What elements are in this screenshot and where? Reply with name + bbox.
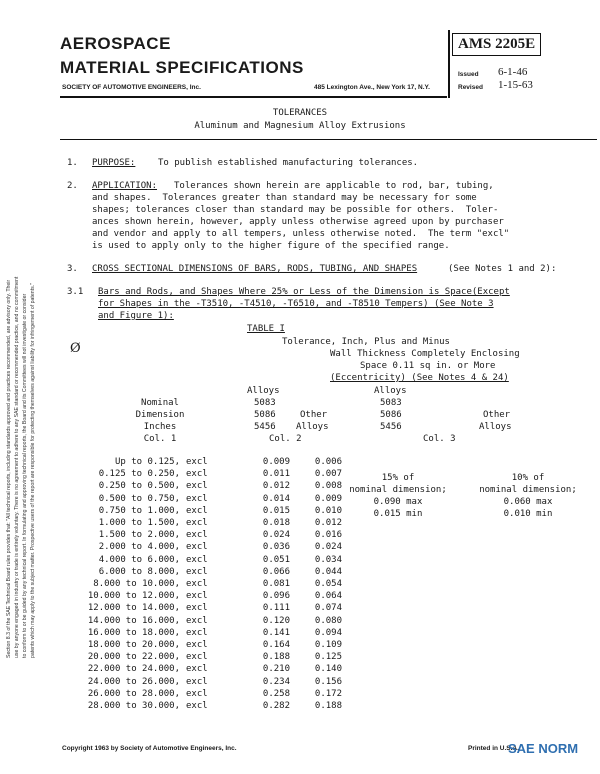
- row-col2-alloys: 0.258: [262, 688, 290, 699]
- s31-line: Bars and Rods, and Shapes Where 25% or Less of the Dimension is Space(Except: [98, 287, 510, 297]
- col2-label: Col. 2: [269, 434, 302, 444]
- row-col2-alloys: 0.111: [262, 603, 290, 614]
- row-excl: excl: [186, 640, 208, 650]
- row-col2-alloys: 0.164: [262, 640, 290, 650]
- row-range: 14.000 to 16.000,: [87, 615, 180, 626]
- row-col2-alloys: 0.009: [262, 457, 290, 467]
- col3-alloys-value: nominal dimension;: [349, 485, 447, 495]
- s1-number: 1.: [67, 158, 78, 168]
- row-excl: excl: [186, 652, 208, 663]
- row-col2-other: 0.010: [314, 505, 342, 516]
- table-row: [0, 701, 600, 713]
- row-excl: excl: [186, 676, 208, 687]
- head-wall-3: (Eccentricity) (See Notes 4 & 24): [330, 373, 509, 383]
- row-excl: excl: [186, 566, 208, 577]
- header-divider: [60, 96, 447, 98]
- col2-alloy-5086: 5086: [254, 410, 276, 420]
- s1-label: PURPOSE:: [92, 158, 136, 168]
- row-col2-alloys: 0.011: [262, 469, 290, 480]
- s31-line: and Figure 1):: [98, 311, 174, 321]
- table-row: [0, 530, 600, 542]
- s2-line: shapes; tolerances closer than standard may be possible for others. Toler-: [92, 205, 499, 215]
- row-excl: excl: [186, 615, 208, 626]
- header-title-material-specs: MATERIAL SPECIFICATIONS: [60, 58, 304, 77]
- row-excl: excl: [186, 579, 208, 589]
- doc-subheading: Aluminum and Magnesium Alloy Extrusions: [194, 121, 406, 131]
- s2-line: and vendor and apply to all tempers, unless otherwise noted. The term "excl": [92, 229, 510, 239]
- col3-other: Other: [483, 410, 511, 420]
- head-wall-1: Wall Thickness Completely Enclosing: [330, 349, 520, 359]
- row-col2-other: 0.007: [314, 469, 342, 480]
- col2-alloy-5083: 5083: [254, 398, 276, 408]
- col3-other-value: nominal dimension;: [479, 485, 577, 495]
- table-row: [0, 616, 600, 628]
- col3-alloys-value: 0.090 max: [373, 497, 423, 507]
- ams-number-box: AMS 2205E: [452, 33, 541, 56]
- row-excl: excl: [186, 481, 208, 492]
- table-row: [0, 518, 600, 530]
- col3-alloy-5456: 5456: [380, 422, 402, 432]
- row-range: 2.000 to 4.000,: [98, 542, 180, 553]
- row-col2-alloys: 0.066: [262, 566, 290, 577]
- s2-line: and shapes. Tolerances greater than standard may be necessary for some: [92, 193, 477, 203]
- table-row: [0, 677, 600, 689]
- row-col2-alloys: 0.024: [262, 530, 290, 541]
- table-row: [0, 542, 600, 554]
- row-excl: excl: [186, 493, 208, 504]
- s31-number: 3.1: [67, 287, 84, 297]
- table-row: [0, 689, 600, 701]
- row-excl: excl: [186, 603, 208, 614]
- s2-line: is used to apply only to the higher figure of the specified range.: [92, 241, 450, 251]
- row-col2-alloys: 0.210: [262, 664, 290, 675]
- row-col2-alloys: 0.188: [262, 652, 290, 663]
- table-row: [0, 567, 600, 579]
- doc-heading: TOLERANCES: [272, 108, 328, 118]
- col3-alloys-value: 15% of: [381, 473, 415, 483]
- col1-heading-line: Inches: [143, 422, 177, 432]
- table-row: [0, 664, 600, 676]
- row-col2-other: 0.188: [314, 701, 342, 711]
- phi-mark: Ø: [70, 341, 81, 356]
- col3-alloy-5083: 5083: [380, 398, 402, 408]
- s31-line: for Shapes in the -T3510, -T4510, -T6510, and -T8510 Tempers) (See Note 3: [98, 299, 494, 309]
- row-col2-other: 0.054: [314, 579, 342, 589]
- col1-heading-line: Dimension: [135, 410, 185, 420]
- row-col2-alloys: 0.051: [262, 554, 290, 565]
- col3-other-value: 0.060 max: [503, 497, 553, 507]
- row-excl: excl: [186, 530, 208, 541]
- table-row: [0, 481, 600, 493]
- row-range: 0.250 to 0.500,: [98, 481, 180, 492]
- row-col2-other: 0.006: [314, 457, 342, 467]
- row-col2-other: 0.140: [314, 664, 342, 675]
- revised-label: Revised: [458, 84, 483, 91]
- row-range: 0.125 to 0.250,: [98, 469, 180, 480]
- row-col2-alloys: 0.012: [262, 481, 290, 492]
- s2-line: ances shown herein, however, apply unless otherwise agreed upon by purchaser: [92, 217, 504, 227]
- issued-date: 6-1-46: [498, 66, 528, 78]
- row-col2-other: 0.008: [314, 481, 342, 492]
- row-excl: excl: [186, 518, 208, 528]
- row-col2-alloys: 0.018: [262, 518, 290, 528]
- row-excl: excl: [186, 701, 208, 711]
- head-tolerance: Tolerance, Inch, Plus and Minus: [282, 337, 450, 347]
- col1-heading-line: Nominal: [141, 398, 179, 408]
- s3-tail: (See Notes 1 and 2):: [448, 264, 557, 274]
- col2-other-alloys: Alloys: [296, 422, 329, 432]
- revised-date: 1-15-63: [498, 79, 533, 91]
- row-excl: excl: [186, 469, 208, 480]
- sidebar-line: patents which may apply to the subject matter. Prospective users of the report are responsible for protecting themselves against liability for infringement of patents.": [30, 283, 36, 658]
- row-range: 0.500 to 0.750,: [98, 493, 180, 504]
- row-excl: excl: [186, 457, 208, 467]
- row-excl: excl: [186, 542, 208, 553]
- table-row: [0, 555, 600, 567]
- row-col2-other: 0.044: [314, 566, 342, 577]
- header-address: 485 Lexington Ave., New York 17, N.Y.: [314, 84, 430, 91]
- table-row: [0, 652, 600, 664]
- row-range: 20.000 to 22.000,: [87, 652, 180, 663]
- s2-number: 2.: [67, 181, 78, 191]
- col3-label: Col. 3: [423, 434, 456, 444]
- head-wall-2: Space 0.11 sq in. or More: [360, 361, 496, 371]
- row-excl: excl: [186, 591, 208, 602]
- col2-other: Other: [300, 410, 328, 420]
- row-col2-other: 0.094: [314, 627, 342, 638]
- row-range: 18.000 to 20.000,: [87, 640, 180, 650]
- row-col2-other: 0.074: [314, 603, 342, 614]
- col3-other-alloys: Alloys: [479, 422, 512, 432]
- col3-other-value: 0.010 min: [503, 509, 553, 519]
- col2-alloys: Alloys: [247, 386, 280, 396]
- row-col2-alloys: 0.282: [262, 701, 290, 711]
- row-col2-alloys: 0.036: [262, 542, 290, 553]
- header-title-aerospace: AEROSPACE: [60, 34, 171, 53]
- row-col2-other: 0.034: [314, 554, 342, 565]
- title-divider: [60, 139, 597, 140]
- s2-line: Tolerances shown herein are applicable to rod, bar, tubing,: [174, 181, 494, 191]
- table-row: [0, 457, 600, 469]
- row-col2-other: 0.109: [314, 640, 342, 650]
- row-range: 8.000 to 10.000,: [93, 579, 180, 589]
- table-row: [0, 469, 600, 481]
- row-col2-other: 0.012: [314, 518, 342, 528]
- row-col2-alloys: 0.234: [262, 676, 290, 687]
- footer-copyright: Copyright 1963 by Society of Automotive Engineers, Inc.: [62, 745, 237, 752]
- row-range: 10.000 to 12.000,: [87, 591, 180, 602]
- row-range: 28.000 to 30.000,: [87, 701, 180, 711]
- s2-label: APPLICATION:: [92, 181, 158, 191]
- table-row: [0, 506, 600, 518]
- row-col2-other: 0.064: [314, 591, 342, 602]
- row-col2-alloys: 0.081: [262, 579, 290, 589]
- row-range: 24.000 to 26.000,: [87, 676, 180, 687]
- row-col2-other: 0.125: [314, 652, 342, 663]
- s1-text: To publish established manufacturing tolerances.: [158, 158, 419, 168]
- col3-alloy-5086: 5086: [380, 410, 402, 420]
- header-vertical-divider: [448, 30, 450, 98]
- row-range: 26.000 to 28.000,: [87, 688, 180, 699]
- row-col2-alloys: 0.096: [262, 591, 290, 602]
- header-society: SOCIETY OF AUTOMOTIVE ENGINEERS, Inc.: [62, 84, 201, 91]
- table-row: [0, 591, 600, 603]
- row-range: 16.000 to 18.000,: [87, 627, 180, 638]
- col3-other-value: 10% of: [511, 473, 545, 483]
- row-range: 1.000 to 1.500,: [98, 518, 180, 528]
- row-excl: excl: [186, 627, 208, 638]
- row-col2-other: 0.009: [314, 493, 342, 504]
- sae-norm-logo: SAE NORM: [508, 741, 579, 756]
- table-row: [0, 628, 600, 640]
- col2-alloy-5456: 5456: [254, 422, 276, 432]
- s3-number: 3.: [67, 264, 78, 274]
- table-row: [0, 579, 600, 591]
- issued-label: Issued: [458, 71, 479, 78]
- s3-label: CROSS SECTIONAL DIMENSIONS OF BARS, RODS, TUBING, AND SHAPES: [92, 264, 418, 274]
- row-col2-alloys: 0.141: [262, 627, 290, 638]
- row-col2-other: 0.024: [314, 542, 342, 553]
- footer-printed: Printed in U.S.A.: [468, 745, 519, 752]
- row-excl: excl: [186, 505, 208, 516]
- row-col2-other: 0.172: [314, 688, 342, 699]
- sidebar-line: use by anyone engaged in industry or trade is entirely voluntary. There is no agreement to adhere to any SAE standard or recommended practice, and no commitment: [14, 276, 20, 658]
- row-excl: excl: [186, 688, 208, 699]
- row-col2-alloys: 0.015: [262, 505, 290, 516]
- row-range: 4.000 to 6.000,: [98, 554, 180, 565]
- table-row: [0, 494, 600, 506]
- col3-alloys-value: 0.015 min: [373, 509, 423, 519]
- row-col2-alloys: 0.014: [262, 493, 290, 504]
- table-title: TABLE I: [247, 324, 285, 334]
- row-range: 22.000 to 24.000,: [87, 664, 180, 675]
- row-range: 0.750 to 1.000,: [98, 505, 180, 516]
- row-col2-alloys: 0.120: [262, 615, 290, 626]
- row-excl: excl: [186, 664, 208, 675]
- sidebar-line: Section 8.3 of the SAE Technical Board rules provides that: "All technical reports, including standards approved and practices recommended, are advisory only. Their: [6, 279, 12, 658]
- row-col2-other: 0.156: [314, 676, 342, 687]
- row-range: 12.000 to 14.000,: [87, 603, 180, 614]
- sidebar-line: to conform to or be guided by any technical report. In formulating and approving technical reports, the Board and its Committees will not investigate or consider: [22, 293, 28, 658]
- row-excl: excl: [186, 554, 208, 565]
- row-range: 1.500 to 2.000,: [98, 530, 180, 541]
- table-row: [0, 603, 600, 615]
- row-range: 6.000 to 8.000,: [98, 566, 180, 577]
- row-range: Up to 0.125,: [114, 457, 180, 467]
- col3-alloys: Alloys: [374, 386, 407, 396]
- row-col2-other: 0.016: [314, 530, 342, 541]
- col1-heading-line: Col. 1: [143, 434, 177, 444]
- table-row: [0, 640, 600, 652]
- row-col2-other: 0.080: [314, 615, 342, 626]
